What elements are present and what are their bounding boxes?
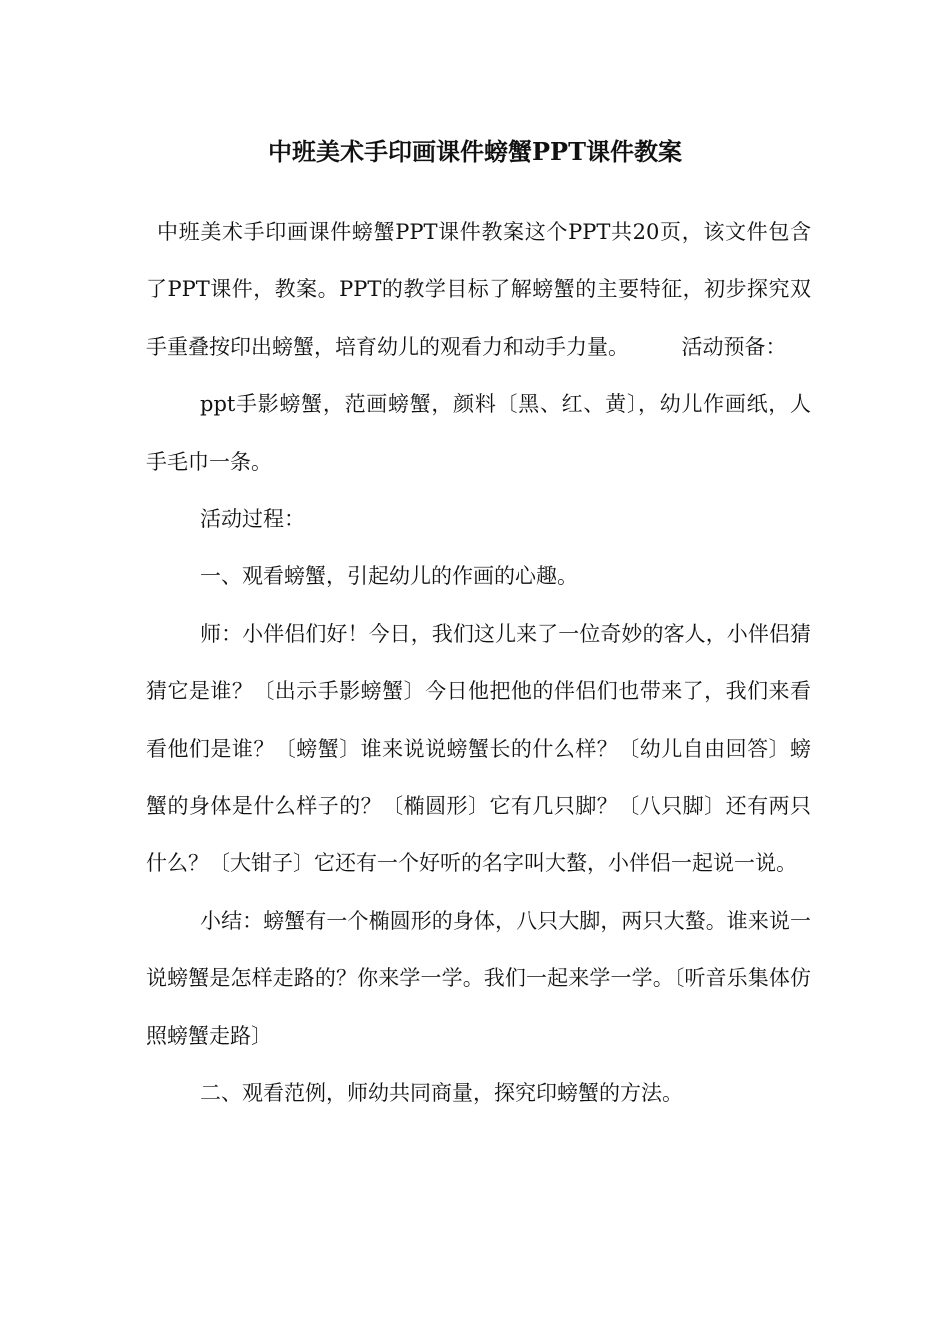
paragraph-process-heading: 活动过程： (200, 507, 305, 532)
page-title: 中班美术手印画课件螃蟹PPT课件教案 (268, 137, 682, 166)
paragraph-step-one: 一、观看螃蟹，引起幼儿的作画的心趣。 (200, 564, 578, 589)
paragraph-step-two: 二、观看范例，师幼共同商量，探究印螃蟹的方法。 (200, 1081, 683, 1106)
paragraph-summary: 小结：螃蟹有一个椭圆形的身体，八只大脚，两只大螯。谁来说一说螃蟹是怎样走路的？你来学一学。我们一起来学一学。〔听音乐集体仿照螃蟹走路〕 (146, 908, 811, 1048)
paragraph-materials: ppt手影螃蟹，范画螃蟹，颜料〔黑、红、黄〕，幼儿作画纸，人手毛巾一条。 (146, 392, 811, 474)
paragraph-intro: 中班美术手印画课件螃蟹PPT课件教案这个PPT共20页，该文件包含了PPT课件，教案。PPT的教学目标了解螃蟹的主要特征，初步探究双手重叠按印出螃蟹，培育幼儿的观看力和动手力量。 活动预备： (146, 220, 811, 359)
document-body (146, 204, 811, 1123)
paragraph-teacher-dialogue: 师：小伴侣们好！今日，我们这儿来了一位奇妙的客人，小伴侣猜猜它是谁？〔出示手影螃蟹〕今日他把他的伴侣们也带来了，我们来看看他们是谁？〔螃蟹〕谁来说说螃蟹长的什么样？〔幼儿自由回答〕螃蟹的身体是什么样子的？〔椭圆形〕它有几只脚？〔八只脚〕还有两只什么？〔大钳子〕它还有一个好听的名字叫大螯，小伴侣一起说一说。 (146, 621, 811, 876)
